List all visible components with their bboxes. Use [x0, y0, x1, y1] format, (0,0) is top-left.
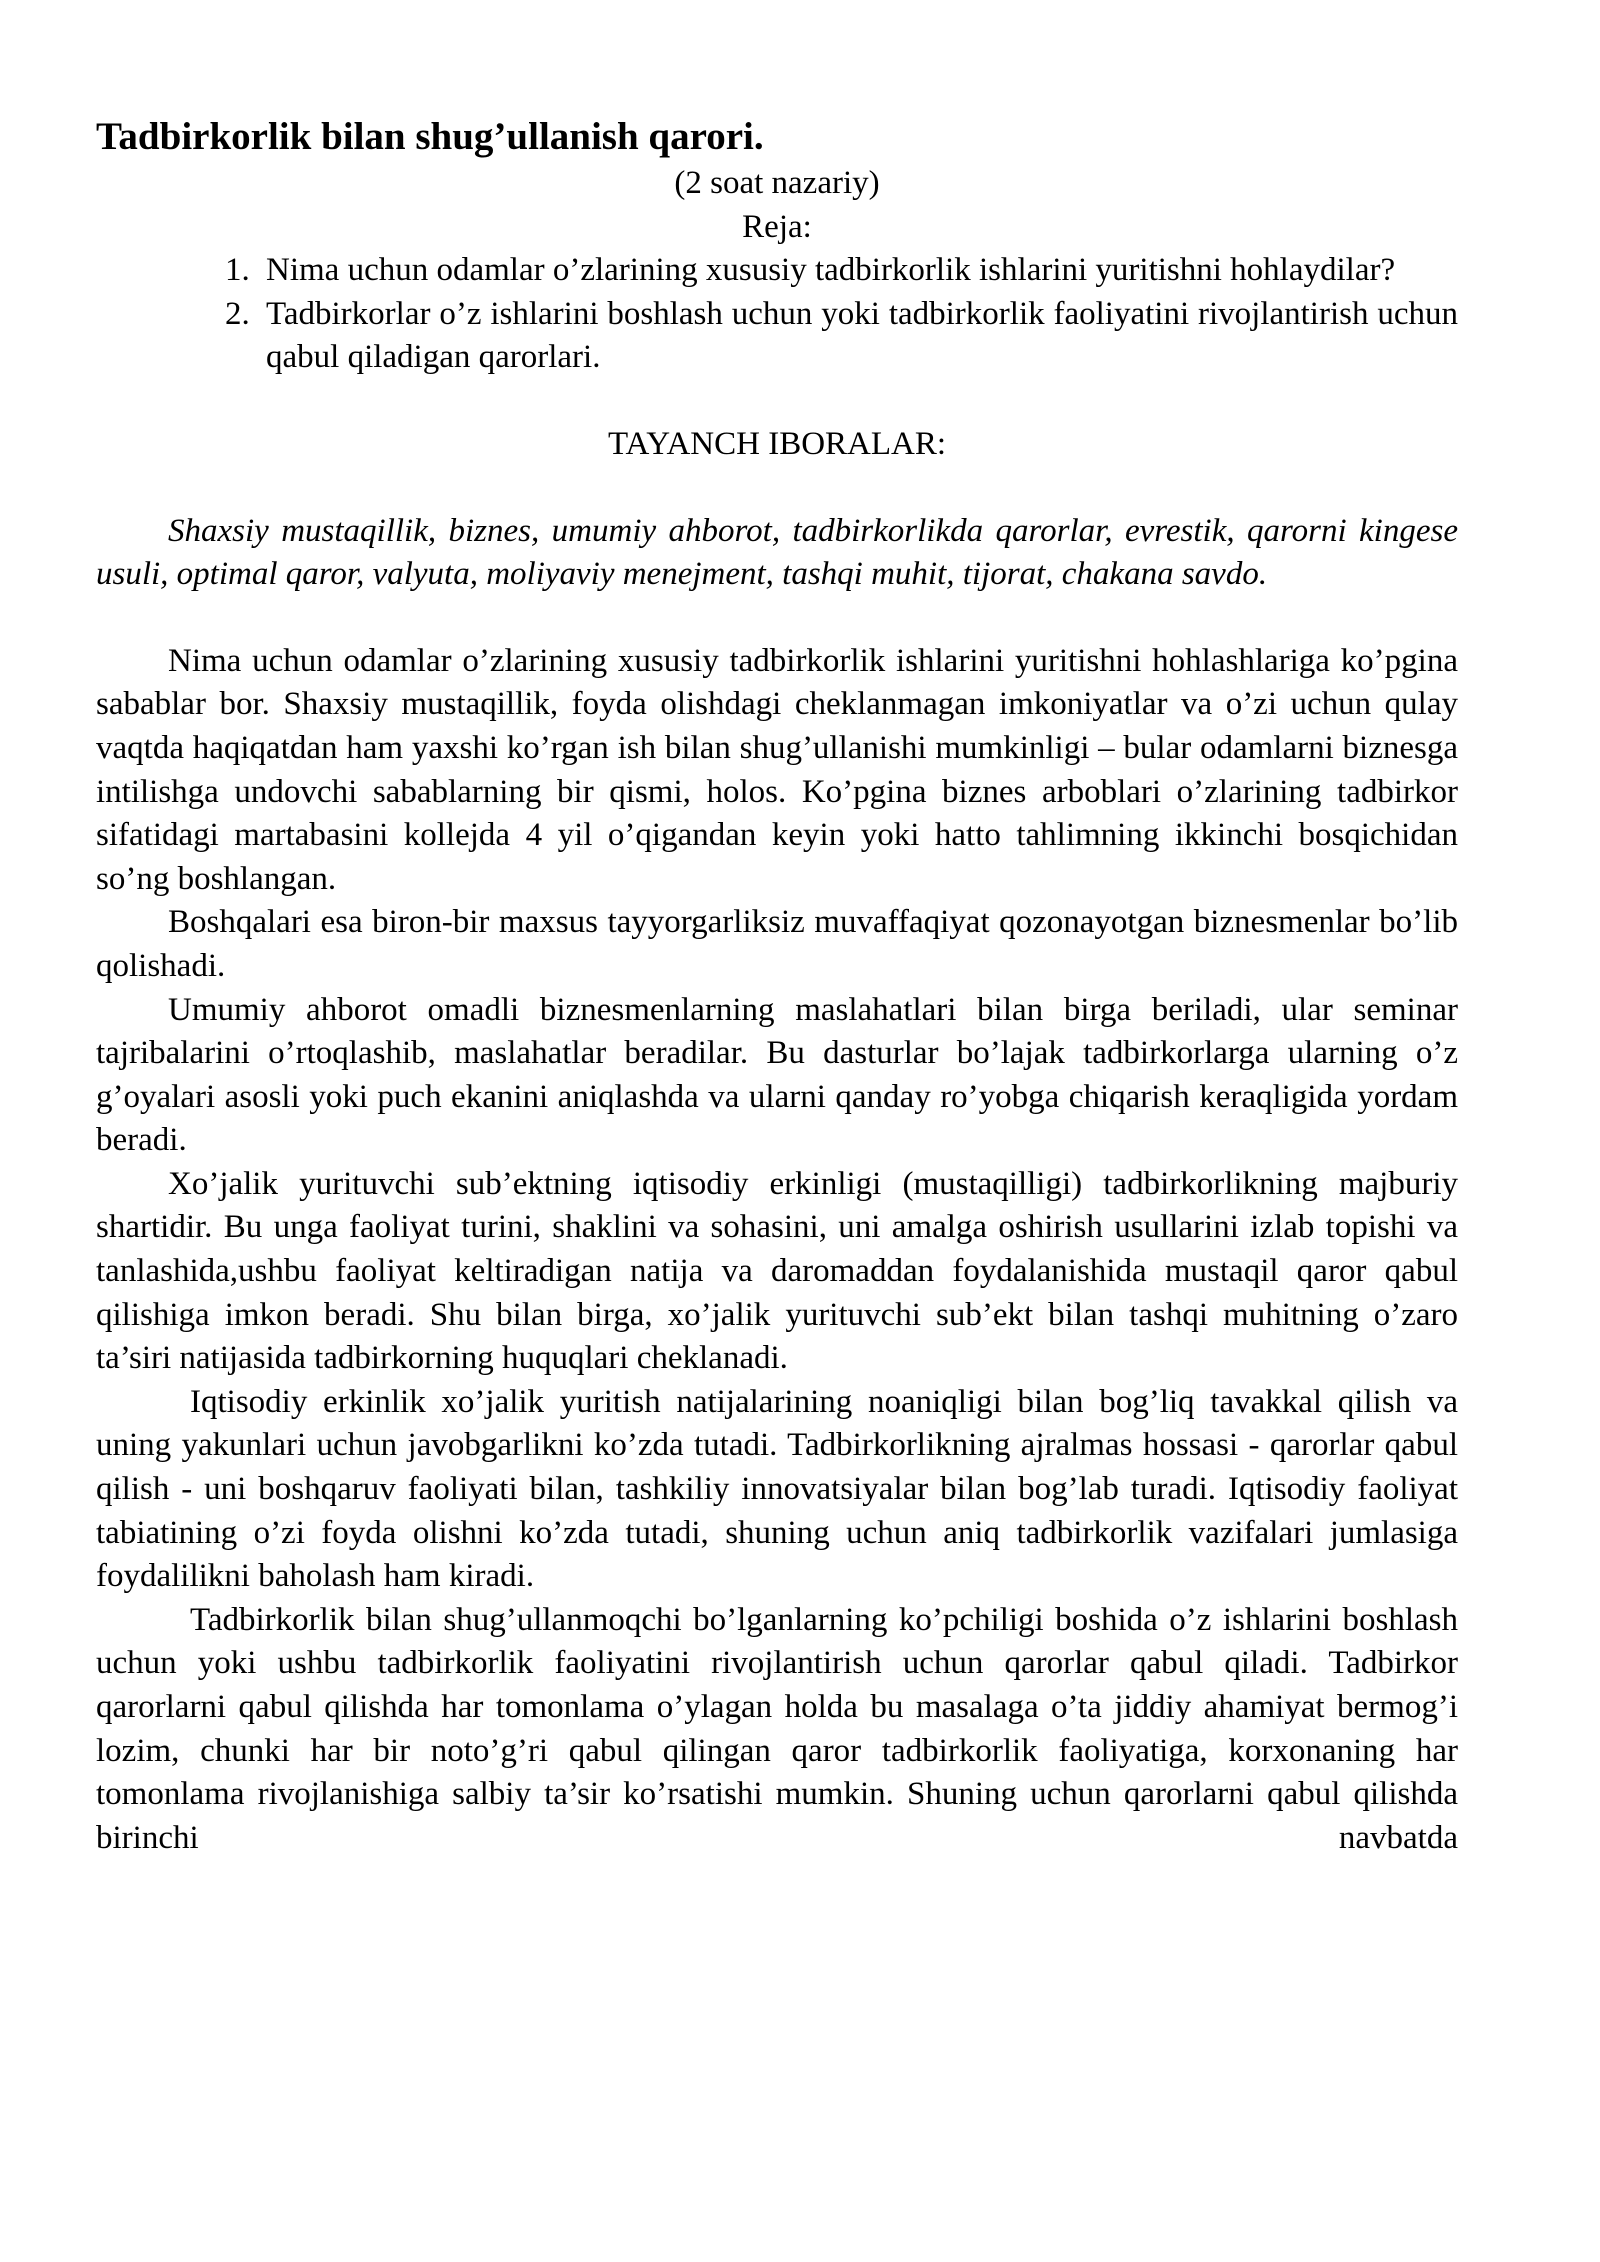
document-subtitle: (2 soat nazariy)	[674, 165, 880, 201]
document-title: Tadbirkorlik bilan shug’ullanish qarori.	[96, 115, 764, 158]
body-paragraph: Nima uchun odamlar o’zlarining xususiy tadbirkorlik ishlarini yuritishni hohlashlariga ko’pgina sabablar bor. Shaxsiy mustaqillik, foyda olishdagi cheklanmagan imkoniyatlar va o’zi uchun qulay vaqtda haqiqatdan ham yaxshi ko’rgan ish bilan shug’ullanishi mumkinligi – bular odamlarni biznesga intilishga undovchi sabablarning bir qismi, holos. Ko’pgina biznes arboblari o’zlarining tadbirkor sifatidagi martabasini kollejda 4 yil o’qigandan keyin yoki hatto tahlimning ikkinchi bosqichidan so’ng boshlangan.	[96, 642, 1458, 897]
body-paragraph: Tadbirkorlik bilan shug’ullanmoqchi bo’lganlarning ko’pchiligi boshida o’z ishlarini boshlash uchun yoki ushbu tadbirkorlik faoliyatini rivojlantirish uchun qarorlar qabul qiladi. Tadbirkor qarorlarni qabul qilishda har tomonlama o’ylagan holda bu masalaga o’ta jiddiy ahamiyat bermog’i lozim, chunki har bir noto’g’ri qabul qilingan qaror tadbirkorlik faoliyatiga, korxonaning har tomonlama rivojlanishiga salbiy ta’sir ko’rsatishi mumkin. Shuning uchun qarorlarni qabul qilishda birinchi navbatda	[96, 1601, 1458, 1856]
keywords-heading: TAYANCH IBORALAR:	[607, 425, 947, 462]
plan-list	[96, 249, 1458, 380]
plan-item: 1. Nima uchun odamlar o’zlarining xususiy tadbirkorlik ishlarini yuritishni hohlaydilar?	[258, 249, 1458, 293]
document-page	[96, 112, 1458, 1860]
keywords-text: Shaxsiy mustaqillik, biznes, umumiy ahborot, tadbirkorlikda qarorlar, evrestik, qarorni kingese usuli, optimal qaror, valyuta, moliyaviy menejment, tashqi muhit, tijorat, chakana savdo.	[96, 512, 1458, 593]
body-paragraph: Umumiy ahborot omadli biznesmenlarning maslahatlari bilan birga beriladi, ular seminar tajribalarini o’rtoqlashib, maslahatlar beradilar. Bu dasturlar bo’lajak tadbirkorlarga ularning o’z g’oyalari asosli yoki puch ekanini aniqlashda va ularni qanday ro’yobga chiqarish keraqligida yordam beradi.	[96, 991, 1458, 1159]
body-paragraph: Xo’jalik yurituvchi sub’ektning iqtisodiy erkinligi (mustaqilligi) tadbirkorlikning majburiy shartidir. Bu unga faoliyat turini, shaklini va sohasini, uni amalga oshirish usullarini izlab topishi va tanlashida,ushbu faoliyat keltiradigan natija va daromaddan foydalanishida mustaqil qaror qabul qilishiga imkon beradi. Shu bilan birga, xo’jalik yurituvchi sub’ekt bilan tashqi muhitning o’zaro ta’siri natijasida tadbirkorning huquqlari cheklanadi.	[96, 1165, 1458, 1377]
body-paragraph: Boshqalari esa biron-bir maxsus tayyorgarliksiz muvaffaqiyat qozonayotgan biznesmenlar bo’lib qolishadi.	[96, 904, 1458, 984]
plan-label: Reja:	[742, 208, 812, 245]
body-paragraph: Iqtisodiy erkinlik xo’jalik yuritish natijalarining noaniqligi bilan bog’liq tavakkal qilish va uning yakunlari uchun javobgarlikni ko’zda tutadi. Tadbirkorlikning ajralmas hossasi - qarorlar qabul qilish - uni boshqaruv faoliyati bilan, tashkiliy innovatsiyalar bilan bog’lab turadi. Iqtisodiy faoliyat tabiatining o’zi foyda olishni ko’zda tutadi, shuning uchun aniq tadbirkorlik vazifalari jumlasiga foydalilikni baholash ham kiradi.	[96, 1383, 1458, 1595]
plan-item: 2. Tadbirkorlar o’z ishlarini boshlash uchun yoki tadbirkorlik faoliyatini rivojlantirish uchun qabul qiladigan qarorlari.	[258, 293, 1458, 380]
